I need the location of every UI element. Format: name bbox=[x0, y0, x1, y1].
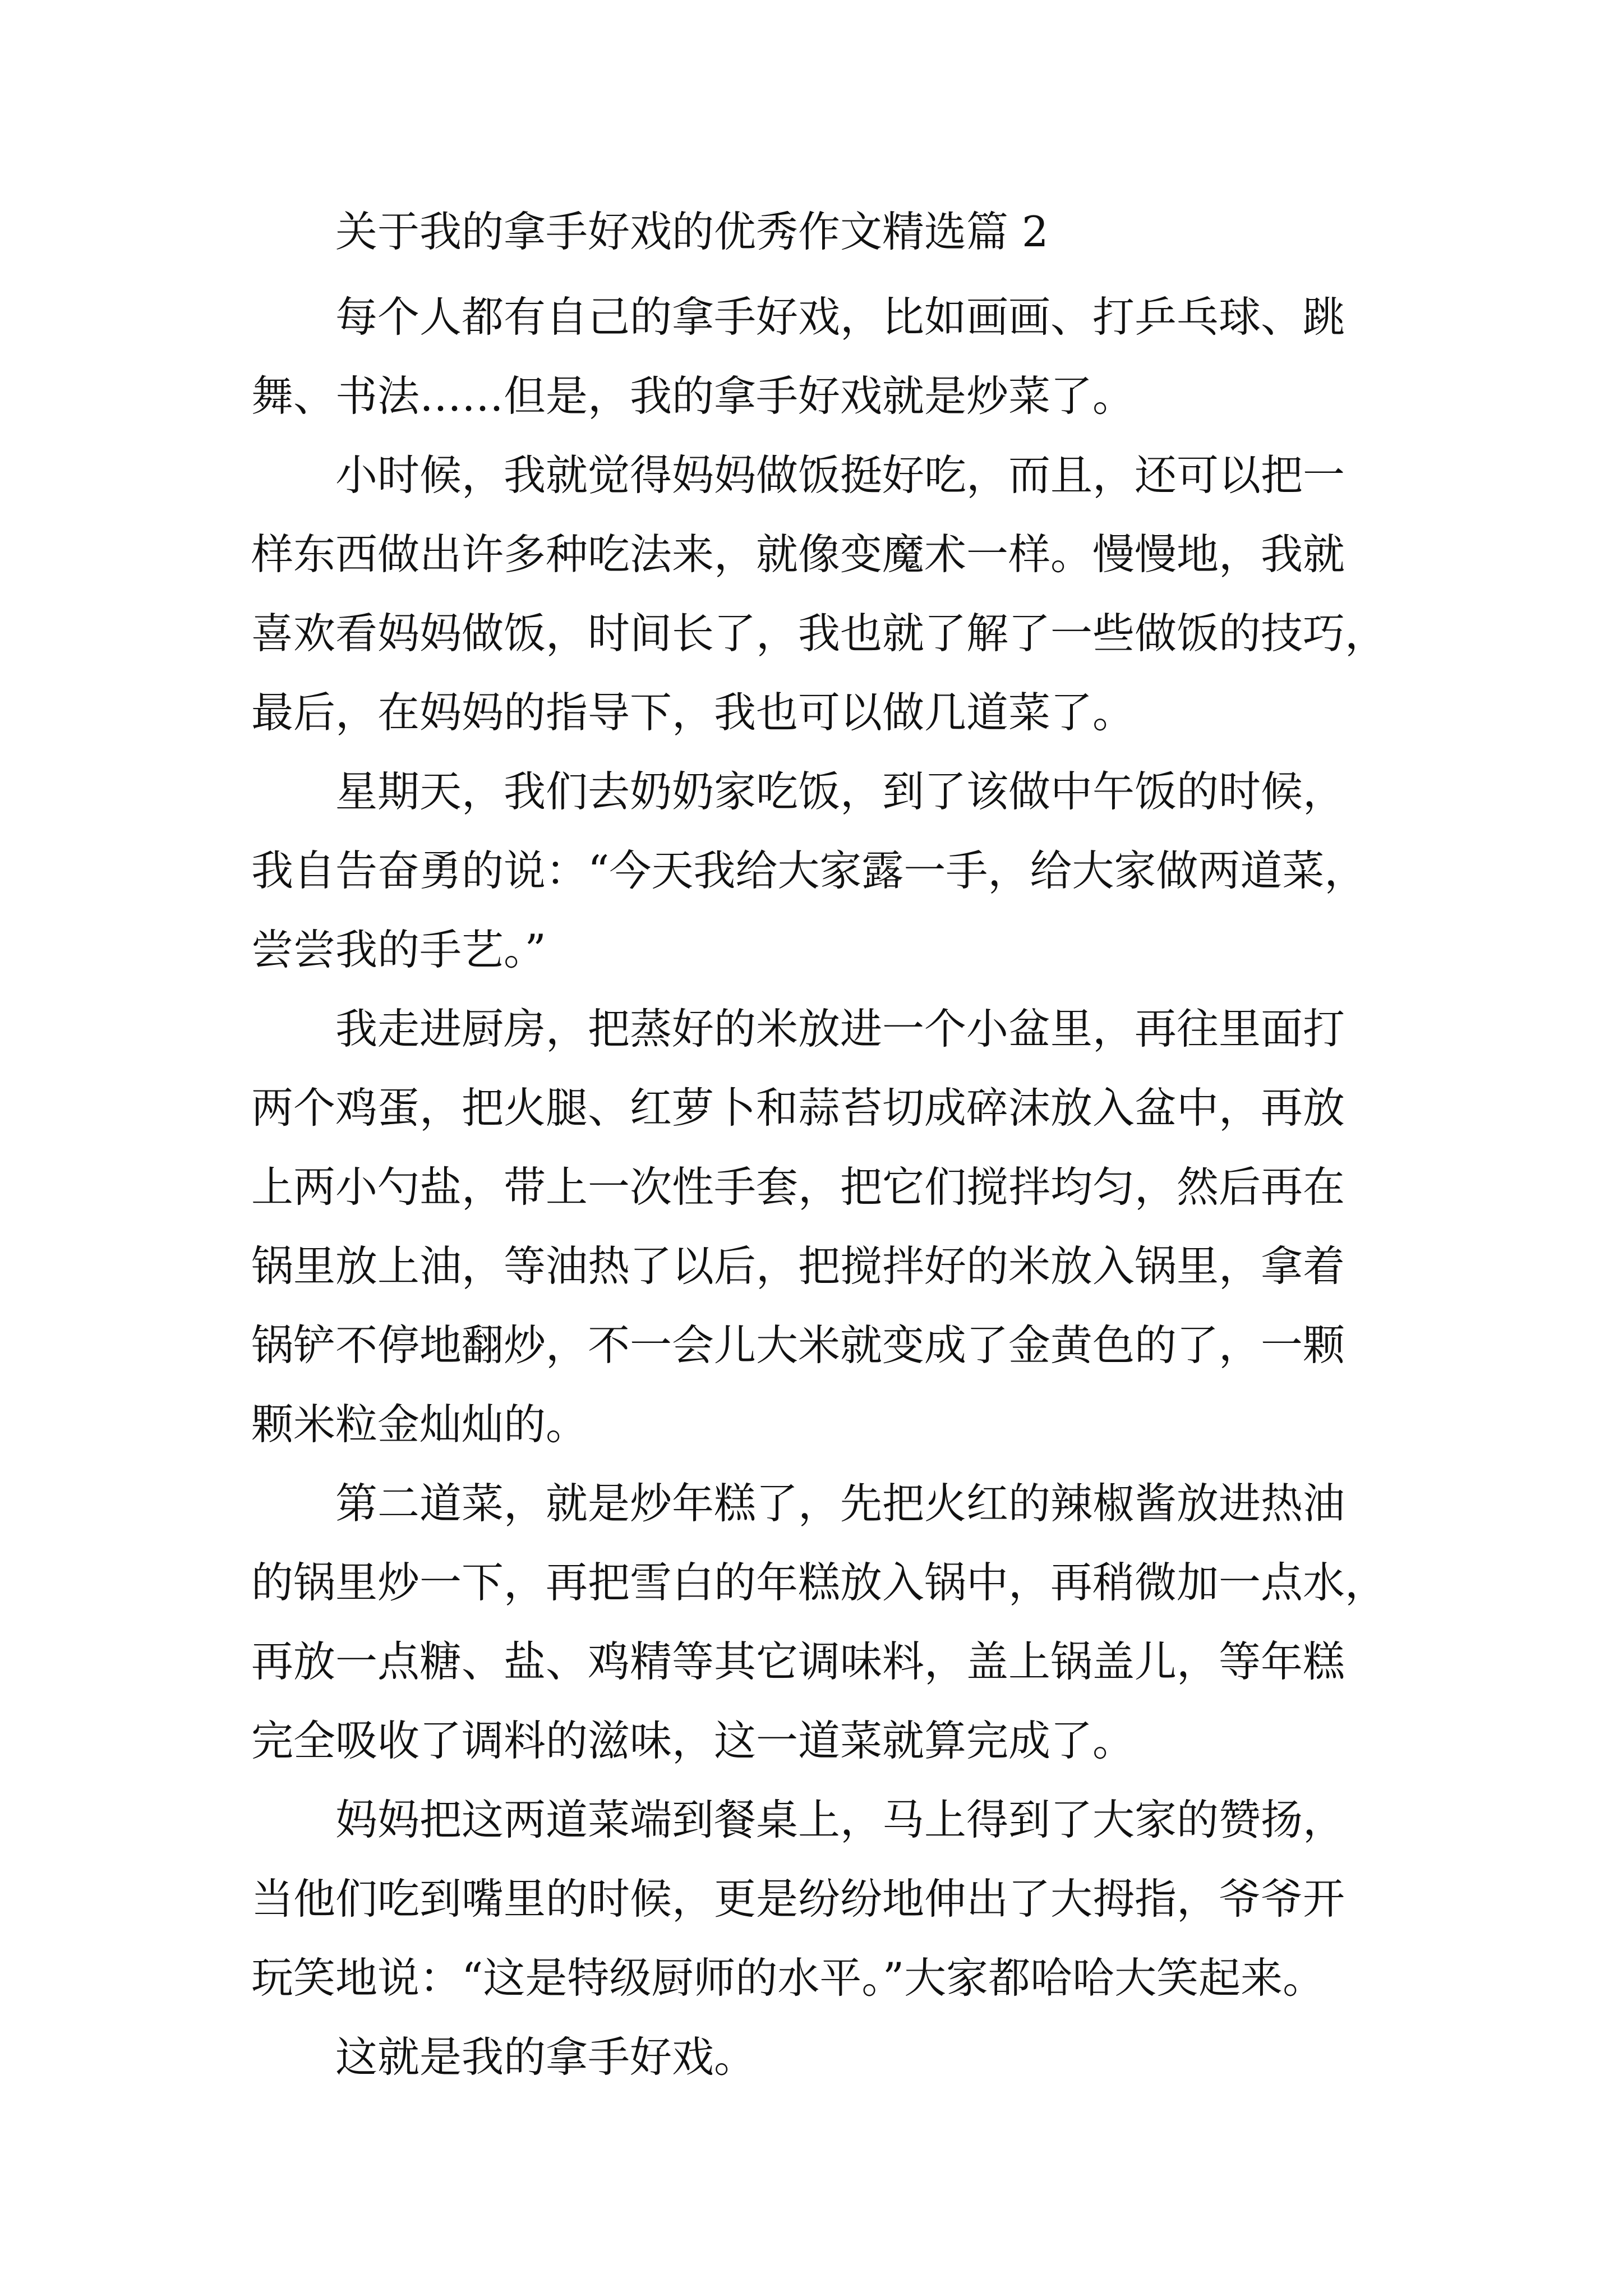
paragraph-5-line-2: 的锅里炒一下，再把雪白的年糕放入锅中，再稍微加一点水， bbox=[251, 1558, 1387, 1607]
paragraph-6-line-3: 玩笑地说：“这是特级厨师的水平。”大家都哈哈大笑起来。 bbox=[251, 1953, 1325, 2003]
essay-title: 关于我的拿手好戏的优秀作文精选篇 2 bbox=[335, 207, 1049, 256]
paragraph-2-line-2: 样东西做出许多种吃法来，就像变魔术一样。慢慢地，我就 bbox=[251, 530, 1345, 579]
paragraph-2-line-3: 喜欢看妈妈做饭，时间长了，我也就了解了一些做饭的技巧， bbox=[251, 609, 1387, 658]
paragraph-3-line-2: 我自告奋勇的说：“今天我给大家露一手，给大家做两道菜， bbox=[251, 846, 1367, 895]
paragraph-5-line-3: 再放一点糖、盐、鸡精等其它调味料，盖上锅盖儿，等年糕 bbox=[251, 1637, 1345, 1686]
paragraph-4-line-2: 两个鸡蛋，把火腿、红萝卜和蒜苔切成碎沫放入盆中，再放 bbox=[251, 1083, 1345, 1133]
paragraph-6-line-1: 妈妈把这两道菜端到餐桌上，马上得到了大家的赞扬， bbox=[335, 1795, 1345, 1844]
paragraph-3-line-1: 星期天，我们去奶奶家吃饭，到了该做中午饭的时候， bbox=[335, 767, 1345, 816]
paragraph-1-line-2: 舞、书法……但是，我的拿手好戏就是炒菜了。 bbox=[251, 371, 1135, 421]
paragraph-7-line-1: 这就是我的拿手好戏。 bbox=[335, 2032, 757, 2082]
paragraph-2-line-1: 小时候，我就觉得妈妈做饭挺好吃，而且，还可以把一 bbox=[335, 450, 1345, 500]
paragraph-4-line-6: 颗米粒金灿灿的。 bbox=[251, 1400, 588, 1449]
paragraph-3-line-3: 尝尝我的手艺。” bbox=[251, 925, 546, 974]
paragraph-4-line-4: 锅里放上油，等油热了以后，把搅拌好的米放入锅里，拿着 bbox=[251, 1241, 1345, 1291]
paragraph-4-line-5: 锅铲不停地翻炒，不一会儿大米就变成了金黄色的了，一颗 bbox=[251, 1320, 1345, 1370]
paragraph-6-line-2: 当他们吃到嘴里的时候，更是纷纷地伸出了大拇指，爷爷开 bbox=[251, 1874, 1345, 1924]
paragraph-4-line-3: 上两小勺盐，带上一次性手套，把它们搅拌均匀，然后再在 bbox=[251, 1162, 1345, 1212]
paragraph-1-line-1: 每个人都有自己的拿手好戏，比如画画、打乒乓球、跳 bbox=[335, 292, 1345, 342]
paragraph-5-line-4: 完全吸收了调料的滋味，这一道菜就算完成了。 bbox=[251, 1716, 1135, 1765]
paragraph-4-line-1: 我走进厨房，把蒸好的米放进一个小盆里，再往里面打 bbox=[335, 1004, 1345, 1053]
paragraph-5-line-1: 第二道菜，就是炒年糕了，先把火红的辣椒酱放进热油 bbox=[335, 1479, 1345, 1528]
paragraph-2-line-4: 最后，在妈妈的指导下，我也可以做几道菜了。 bbox=[251, 688, 1135, 737]
